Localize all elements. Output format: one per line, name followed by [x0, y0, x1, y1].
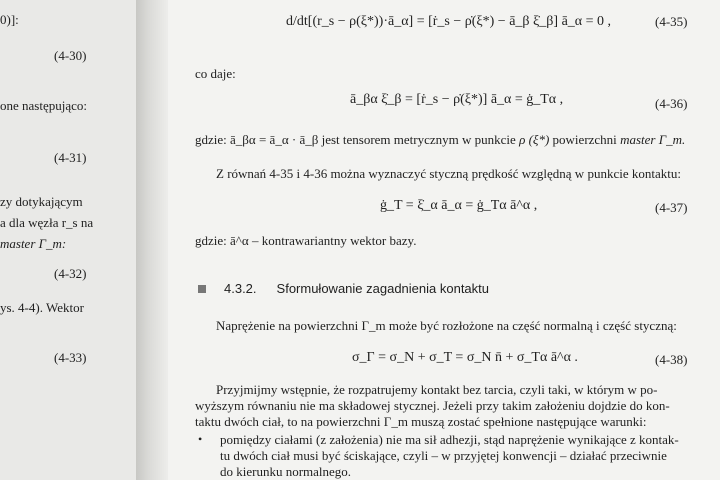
metric-formula: ā_βα = ā_α · ā_β — [230, 132, 319, 147]
left-line: 0)]: — [0, 12, 19, 27]
section-number: 4.3.2. — [224, 281, 257, 296]
left-eq-number: (4-33) — [54, 350, 87, 365]
paragraph: Naprężenie na powierzchni Γ_m może być rozłożone na część normalną i część styczną: — [216, 318, 677, 333]
bullet-line: pomiędzy ciałami (z założenia) nie ma sił adhezji, stąd naprężenie wynikające z kontak- — [220, 432, 679, 447]
text-line: co daje: — [195, 66, 236, 81]
section-title: Sformułowanie zagadnienia kontaktu — [276, 281, 489, 296]
left-line: ys. 4-4). Wektor — [0, 300, 84, 315]
definition-text: powierzchni — [552, 132, 617, 147]
equation-4-36: ā_βα ξ̇_β = [ṙ_s − ρ̇(ξ*)] ā_α = ġ_Tα , — [350, 92, 564, 107]
definition-text: – kontrawariantny wektor bazy. — [251, 233, 417, 248]
master-label: master Γ_m. — [620, 132, 686, 147]
paragraph: Z równań 4-35 i 4-36 można wyznaczyć styczną prędkość względną w punkcie kontaktu: — [216, 166, 681, 181]
left-line: zy dotykającym — [0, 194, 83, 209]
equation-4-38: σ_Γ = σ_N + σ_T = σ_N n̄ + σ_Tα ā^α . — [352, 350, 578, 365]
equation-number: (4-38) — [655, 352, 688, 367]
left-eq-number: (4-30) — [54, 48, 87, 63]
definition-text: jest tensorem metrycznym w punkcie — [321, 132, 516, 147]
section-square-icon — [198, 285, 206, 293]
left-line: a dla węzła r_s na — [0, 215, 94, 230]
equation-number: (4-36) — [655, 96, 688, 111]
definition-line — [195, 233, 416, 248]
left-line: master Γ_m: — [0, 236, 67, 251]
equation-number: (4-37) — [655, 200, 688, 215]
left-line: one następująco: — [0, 98, 87, 113]
paragraph-line: Przyjmijmy wstępnie, że rozpatrujemy kontakt bez tarcia, czyli taki, w którym w po- — [216, 382, 658, 397]
gdzie-label: gdzie: — [195, 233, 227, 248]
left-eq-number: (4-31) — [54, 150, 87, 165]
bullet-line: do kierunku normalnego. — [220, 464, 352, 479]
equation-4-35: d/dt[(r_s − ρ(ξ*))·ā_α] = [ṙ_s − ρ̇(ξ*) − ā_β ξ̇_β] ā_α = 0 , — [286, 14, 612, 29]
left-eq-number: (4-32) — [54, 266, 87, 281]
book-gutter — [136, 0, 170, 480]
bullet-icon: • — [198, 432, 203, 446]
equation-number: (4-35) — [655, 14, 688, 29]
contravariant-symbol: ā^α — [230, 233, 249, 248]
definition-line — [195, 132, 685, 147]
paragraph-line: taktu dwóch ciał, to na powierzchni Γ_m muszą zostać spełnione następujące warunki: — [195, 414, 647, 429]
bullet-line: tu dwóch ciał musi być ściskające, czyli – w przyjętej konwencji – działać przeciwnie — [220, 448, 667, 463]
gdzie-label: gdzie: — [195, 132, 227, 147]
right-page — [168, 0, 720, 480]
left-page — [0, 0, 138, 480]
equation-4-37: ġ_T = ξ̇_α ā_α = ġ_Tα ā^α , — [380, 198, 538, 213]
paragraph-line: wyższym równaniu nie ma składowej stycznej. Jeżeli przy takim założeniu dojdzie do kon- — [195, 398, 670, 413]
section-heading — [198, 281, 489, 296]
rho-symbol: ρ (ξ*) — [519, 132, 550, 147]
